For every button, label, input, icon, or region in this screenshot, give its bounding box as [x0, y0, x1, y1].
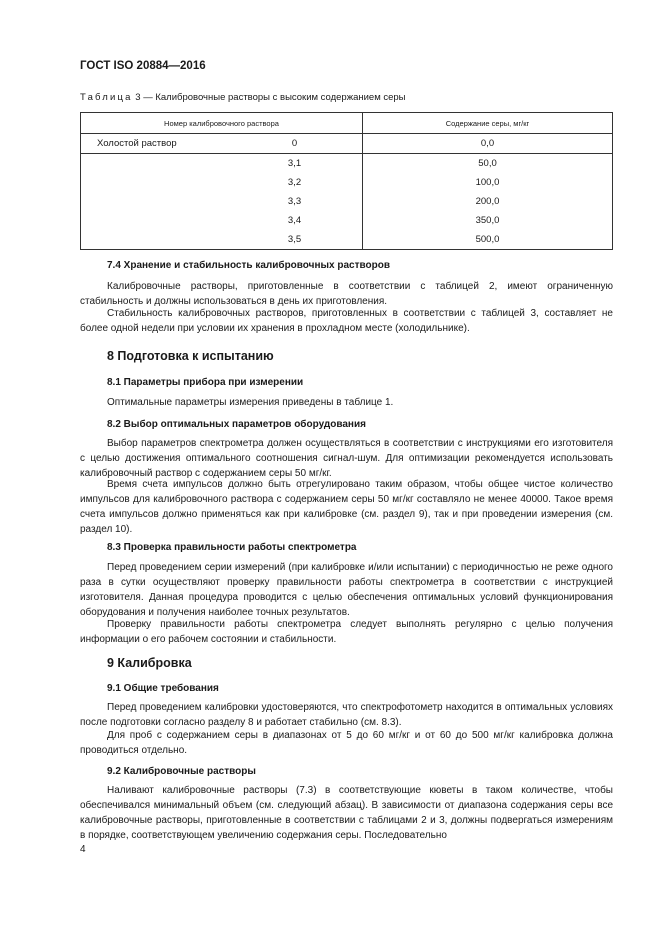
- table-row: [81, 134, 613, 154]
- section-7-4-paragraph-2: Стабильность калибровочных растворов, приготовленных в соответствии с таблицей 3, составляет не более одной недели при условии их хранения в прохладном месте (холодильнике).: [80, 308, 613, 334]
- table-cell-label: [81, 192, 228, 211]
- page-number: 4: [80, 844, 86, 855]
- table-cell-number: 3,5: [227, 230, 363, 250]
- table-cell-value: 0,0: [363, 134, 613, 154]
- table-header-sulfur-content: Содержание серы, мг/кг: [363, 113, 613, 134]
- table-cell-label: Холостой раствор: [81, 134, 228, 154]
- section-9-1-paragraph-1: Перед проведением калибровки удостоверяются, что спектрофотометр находится в оптимальных условиях после подготовки согласно разделу 8 и работает стабильно (см. 8.3).: [80, 702, 613, 728]
- table-cell-label: [81, 211, 228, 230]
- section-8-3-paragraph-1: Перед проведением серии измерений (при калибровке и/или испытании) с периодичностью не реже одного раза в сутки осуществляют проверку правильности работы спектрометра в соответствии с инструкцией изготовителя. Данная процедура проводится с целью обеспечения оптимальных условий функционирования оборудования и получения наиболее точных результатов.: [80, 562, 613, 618]
- document-header: ГОСТ ISO 20884—2016: [80, 60, 206, 72]
- table-cell-label: [81, 230, 228, 250]
- table-cell-label: [81, 173, 228, 192]
- section-9-2-paragraph-1: Наливают калибровочные растворы (7.3) в соответствующие кюветы в таком количестве, чтобы обеспечивался минимальный объем (см. следующий абзац). В зависимости от диапазона содержания серы все калибровочные растворы, приготовленные в соответствии с таблицами 2 и 3, должны подвергаться измерениям в порядке, соответствующем увеличению содержания серы. Последовательно: [80, 785, 613, 841]
- table-cell-value: 100,0: [363, 173, 613, 192]
- table-cell-value: 200,0: [363, 192, 613, 211]
- section-8-1-heading: 8.1 Параметры прибора при измерении: [107, 377, 304, 388]
- section-9-1-paragraph-2: Для проб с содержанием серы в диапазонах от 5 до 60 мг/кг и от 60 до 500 мг/кг калибровка должна проводиться отдельно.: [80, 730, 613, 756]
- table-cell-number: 3,4: [227, 211, 363, 230]
- section-8-3-paragraph-2: Проверку правильности работы спектрометра следует выполнять регулярно с целью получения информации о его рабочем состоянии и стабильности.: [80, 619, 613, 645]
- table-cell-number: 3,3: [227, 192, 363, 211]
- section-8-2-paragraph-1: Выбор параметров спектрометра должен осуществляться в соответствии с инструкциями его изготовителя с целью достижения оптимального соотношения сигнал-шум. Для оптимизации рекомендуется использовать калибровочный раствор с содержанием серы 50 мг/кг.: [80, 438, 613, 479]
- table-row: [81, 173, 613, 192]
- table-cell-number: 3,2: [227, 173, 363, 192]
- table-cell-number: 0: [227, 134, 363, 154]
- section-8-3-heading: 8.3 Проверка правильности работы спектрометра: [107, 542, 357, 553]
- section-8-1-paragraph-1: Оптимальные параметры измерения приведены в таблице 1.: [107, 397, 394, 408]
- section-9-2-heading: 9.2 Калибровочные растворы: [107, 766, 256, 777]
- table-row: [81, 211, 613, 230]
- table-caption-prefix: Таблица: [80, 92, 133, 103]
- table-row: [81, 230, 613, 250]
- section-9-heading: 9 Калибровка: [107, 656, 192, 670]
- table-cell-number: 3,1: [227, 154, 363, 174]
- table-cell-value: 350,0: [363, 211, 613, 230]
- section-7-4-paragraph-1: Калибровочные растворы, приготовленные в соответствии с таблицей 2, имеют ограниченную стабильность и должны использоваться в день их приготовления.: [80, 281, 613, 307]
- table-cell-label: [81, 154, 228, 174]
- section-8-2-paragraph-2: Время счета импульсов должно быть отрегулировано таким образом, чтобы общее чистое количество импульсов для калибровочного раствора с содержанием серы 50 мг/кг составляло не менее 40000. Такое время счета импульсов должно применяться как при калибровке (см. раздел 9), так и при проведении измерения (см. раздел 10).: [80, 479, 613, 535]
- section-7-4-heading: 7.4 Хранение и стабильность калибровочных растворов: [107, 260, 390, 271]
- table-header-row: [81, 113, 613, 134]
- table-caption: [80, 92, 406, 103]
- section-8-heading: 8 Подготовка к испытанию: [107, 349, 274, 363]
- table-cell-value: 50,0: [363, 154, 613, 174]
- table-caption-text: 3 — Калибровочные растворы с высоким содержанием серы: [135, 92, 406, 103]
- calibration-table: [80, 112, 613, 250]
- section-8-2-heading: 8.2 Выбор оптимальных параметров оборудования: [107, 419, 366, 430]
- table-cell-value: 500,0: [363, 230, 613, 250]
- table-row: [81, 154, 613, 174]
- table-header-solution-number: Номер калибровочного раствора: [81, 113, 363, 134]
- section-9-1-heading: 9.1 Общие требования: [107, 683, 219, 694]
- table-row: [81, 192, 613, 211]
